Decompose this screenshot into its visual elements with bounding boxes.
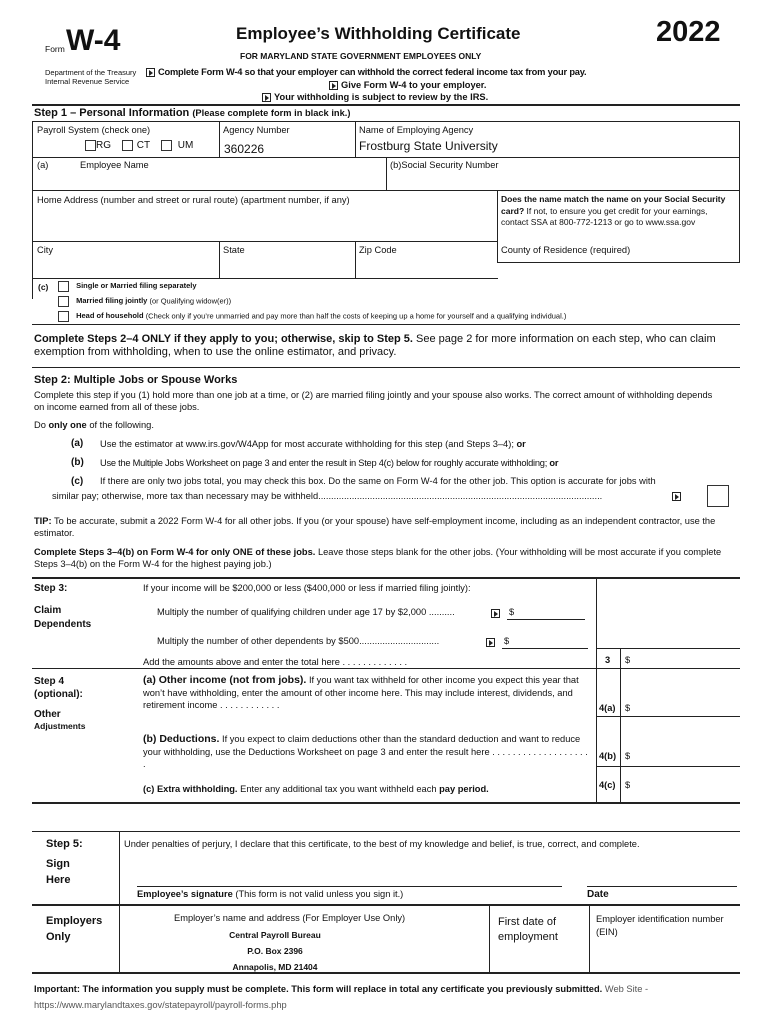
arrow-icon <box>262 93 271 102</box>
two-jobs-checkbox[interactable] <box>707 485 729 507</box>
divider <box>32 831 740 832</box>
form-year: 2022 <box>656 16 721 48</box>
instruction-3: Your withholding is subject to review by the IRS. <box>262 92 488 102</box>
employee-name-label: Employee Name <box>80 160 149 170</box>
divider <box>32 577 740 579</box>
instruction-1: Complete Form W-4 so that your employer can withhold the correct federal income tax from your pay. <box>146 67 586 77</box>
employers-label: Employers <box>46 915 103 927</box>
a-label: (a) <box>37 160 49 170</box>
line-3-label: 3 <box>605 655 611 665</box>
opt-c-text2: similar pay; otherwise, more tax than necessary may be withheld.............................................................................................................. <box>52 491 603 501</box>
first-date-label: First date of employment <box>498 916 558 943</box>
address-label: Home Address (number and street or rural route) (apartment number, if any) <box>37 195 350 205</box>
dept-line1: Department of the Treasury <box>45 68 137 77</box>
opt-c-label: (c) <box>71 476 84 487</box>
form-word: Form <box>45 44 65 54</box>
divider <box>355 121 356 158</box>
line-4c-label: 4(c) <box>599 780 616 790</box>
divider <box>355 241 356 278</box>
step3-label: Step 3: <box>34 583 68 594</box>
c-label: (c) <box>38 282 49 292</box>
step4c-text: (c) Extra withholding. Enter any additional tax you want withheld each pay period. <box>143 784 489 794</box>
form-subtitle: FOR MARYLAND STATE GOVERNMENT EMPLOYEES ONLY <box>240 51 482 61</box>
divider <box>596 578 597 802</box>
arrow-icon <box>146 68 155 77</box>
step2-intro: Complete this step if you (1) hold more than one job at a time, or (2) are married filing jointly and your spouse also works. The correct amount of withholding depends on income earned from all of these jobs. <box>34 390 713 412</box>
payroll-ct-checkbox[interactable] <box>122 140 133 151</box>
divider <box>219 241 220 278</box>
county-label: County of Residence (required) <box>501 245 631 255</box>
divider <box>596 648 740 649</box>
employer-address-line2: P.O. Box 2396 <box>247 946 303 956</box>
divider <box>219 121 220 158</box>
divider <box>32 802 740 804</box>
divider <box>489 905 490 973</box>
divider <box>596 766 740 767</box>
payroll-um-label: UM <box>177 140 194 152</box>
line-4c-field[interactable]: $ <box>625 780 631 790</box>
date-field[interactable] <box>587 886 737 887</box>
payroll-options <box>85 140 193 151</box>
divider <box>596 716 740 717</box>
filing-married-checkbox[interactable] <box>58 296 69 307</box>
employee-name-field[interactable] <box>34 172 384 189</box>
step4a-text: (a) Other income (not from jobs). If you want tax withheld for other income you expect this year that won’t have withholding, enter the amount of other income here. This may include interest, dividends, and retirement income . . . . . . . . . . . . <box>143 674 579 710</box>
children-text: Multiply the number of qualifying children under age 17 by $2,000 .......... <box>157 607 455 617</box>
step1-heading: Step 1 – Personal Information (Please complete form in black ink.) <box>34 107 351 119</box>
divider <box>32 104 740 106</box>
other-dependents-text: Multiply the number of other dependents by $500............................... <box>157 636 440 646</box>
employer-address-line3: Annapolis, MD 21404 <box>232 962 318 972</box>
step5-sign: Sign <box>46 858 70 870</box>
footer-note: Important: The information you supply must be complete. This form will replace in total any certificate you previously submitted. Web Site - https://www.marylandtaxes.gov/statepayroll/payroll-forms.php <box>34 984 649 1010</box>
opt-b-text: Use the Multiple Jobs Worksheet on page 3 and enter the result in Step 4(c) below for roughly accurate withholding; or <box>100 458 559 468</box>
line-3-field[interactable]: $ <box>625 655 631 665</box>
divider <box>119 905 120 973</box>
arrow-icon <box>491 605 503 623</box>
filing-hoh-checkbox[interactable] <box>58 311 69 322</box>
ssa-note: Does the name match the name on your Social Security card? If not, to ensure you get credit for your earnings, contact SSA at 800-772-1213 or go to www.ssa.gov <box>501 194 726 227</box>
dollar-sign: $ <box>509 607 515 617</box>
line-4b-label: 4(b) <box>599 751 617 761</box>
step4-adjustments: Adjustments <box>34 721 86 731</box>
dollar-sign: $ <box>504 636 510 646</box>
arrow-icon <box>486 634 498 652</box>
divider <box>386 157 387 190</box>
agency-number-label: Agency Number <box>223 125 290 135</box>
opt-b-label: (b) <box>71 457 84 468</box>
divider <box>32 190 740 191</box>
arrow-icon <box>329 81 338 90</box>
filing-single: Single or Married filing separately <box>58 281 197 292</box>
line-4b-field[interactable]: $ <box>625 751 631 761</box>
step3-sub2: Dependents <box>34 619 92 630</box>
children-amount-field[interactable] <box>507 619 585 620</box>
arrow-icon <box>672 488 684 506</box>
divider <box>32 668 740 669</box>
address-field[interactable] <box>34 210 494 238</box>
step3-sub1: Claim <box>34 605 62 616</box>
step4-label: Step 4 <box>34 676 65 687</box>
divider <box>32 324 740 325</box>
step5-label: Step 5: <box>46 838 83 850</box>
opt-a-text: Use the estimator at www.irs.gov/W4App for most accurate withholding for this step (and Steps 3–4); or <box>100 439 526 449</box>
step4-optional: (optional): <box>34 689 83 700</box>
payroll-um-checkbox[interactable] <box>161 140 172 151</box>
perjury-statement: Under penalties of perjury, I declare that this certificate, to the best of my knowledge and belief, is true, correct, and complete. <box>124 839 640 849</box>
do-only-one: Do only one of the following. <box>34 420 154 430</box>
step4b-text: (b) Deductions. If you expect to claim deductions other than the standard deduction and want to reduce your withholding, use the Deductions Worksheet on page 3 and enter the result here . . . . . . . . . . . . . . . . . . . . <box>143 733 588 769</box>
employing-agency-field[interactable]: Frostburg State University <box>359 139 498 153</box>
step4-other: Other <box>34 709 61 720</box>
city-label: City <box>37 245 54 255</box>
zip-label: Zip Code <box>359 245 397 255</box>
divider <box>32 278 498 279</box>
ssn-label: (b)Social Security Number <box>390 160 499 170</box>
agency-number-field[interactable]: 360226 <box>224 142 265 156</box>
divider <box>32 904 740 906</box>
employing-agency-label: Name of Employing Agency <box>359 125 474 135</box>
instruction-2: Give Form W-4 to your employer. <box>329 80 487 90</box>
ssn-field[interactable] <box>390 172 736 189</box>
signature-label: Employee’s signature (This form is not valid unless you sign it.) <box>137 889 404 899</box>
divider <box>589 905 590 973</box>
payroll-label: Payroll System (check one) <box>37 125 151 135</box>
date-label: Date <box>587 889 609 900</box>
form-title: Employee’s Withholding Certificate <box>236 24 521 43</box>
opt-c-text1: If there are only two jobs total, you may check this box. Do the same on Form W-4 for the other job. This option is accurate for jobs with <box>100 476 656 486</box>
step2-heading: Step 2: Multiple Jobs or Spouse Works <box>34 374 238 386</box>
step5-here: Here <box>46 874 71 886</box>
divider <box>119 831 120 905</box>
divider <box>32 367 740 368</box>
employer-name-label: Employer’s name and address (For Employer Use Only) <box>174 913 406 923</box>
line-4a-field[interactable]: $ <box>625 703 631 713</box>
form-number: W-4 <box>66 24 121 57</box>
line-4a-label: 4(a) <box>599 703 616 713</box>
filing-hoh: Head of household (Check only if you’re unmarried and pay more than half the costs of keeping up a home for yourself and a qualifying individual.) <box>58 311 566 322</box>
steps34-note: Complete Steps 3–4(b) on Form W-4 for only ONE of these jobs. Leave those steps blank for the other jobs. (Your withholding will be most accurate if you complete Steps 3–4(b) on the Form W-4 for the highest paying job.) <box>34 547 722 569</box>
payroll-ct-label: CT <box>136 140 150 152</box>
filing-single-checkbox[interactable] <box>58 281 69 292</box>
payroll-rg-checkbox[interactable] <box>85 140 96 151</box>
divider <box>32 972 740 974</box>
state-label: State <box>223 245 245 255</box>
other-amount-field[interactable] <box>502 648 588 649</box>
dept-line2: Internal Revenue Service <box>45 77 130 86</box>
ein-label: Employer identification number (EIN) <box>596 914 724 937</box>
divider <box>497 262 740 263</box>
employers-only: Only <box>46 931 71 943</box>
add-text: Add the amounts above and enter the total here . . . . . . . . . . . . . <box>143 657 408 667</box>
divider <box>32 121 740 122</box>
opt-a-label: (a) <box>71 438 84 449</box>
complete-steps-note: Complete Steps 2–4 ONLY if they apply to you; otherwise, skip to Step 5. See page 2 for more information on each step, who can claim exemption from withholding, when to use the online estimator, and privacy. <box>34 333 716 358</box>
income-note: If your income will be $200,000 or less ($400,000 or less if married filing jointly): <box>143 583 471 593</box>
signature-field[interactable] <box>137 886 562 887</box>
tip-note: TIP: To be accurate, submit a 2022 Form W-4 for all other jobs. If you (or your spouse) have self-employment income, including as an independent contractor, use the estimator. <box>34 516 716 538</box>
employer-address <box>150 927 400 975</box>
payroll-rg-label: RG <box>96 140 111 152</box>
divider <box>620 648 621 802</box>
divider <box>739 121 740 263</box>
filing-married: Married filing jointly (or Qualifying widow(er)) <box>58 296 231 307</box>
divider <box>32 241 498 242</box>
divider <box>32 121 33 299</box>
employer-address-line1: Central Payroll Bureau <box>229 930 321 940</box>
divider <box>497 190 498 263</box>
